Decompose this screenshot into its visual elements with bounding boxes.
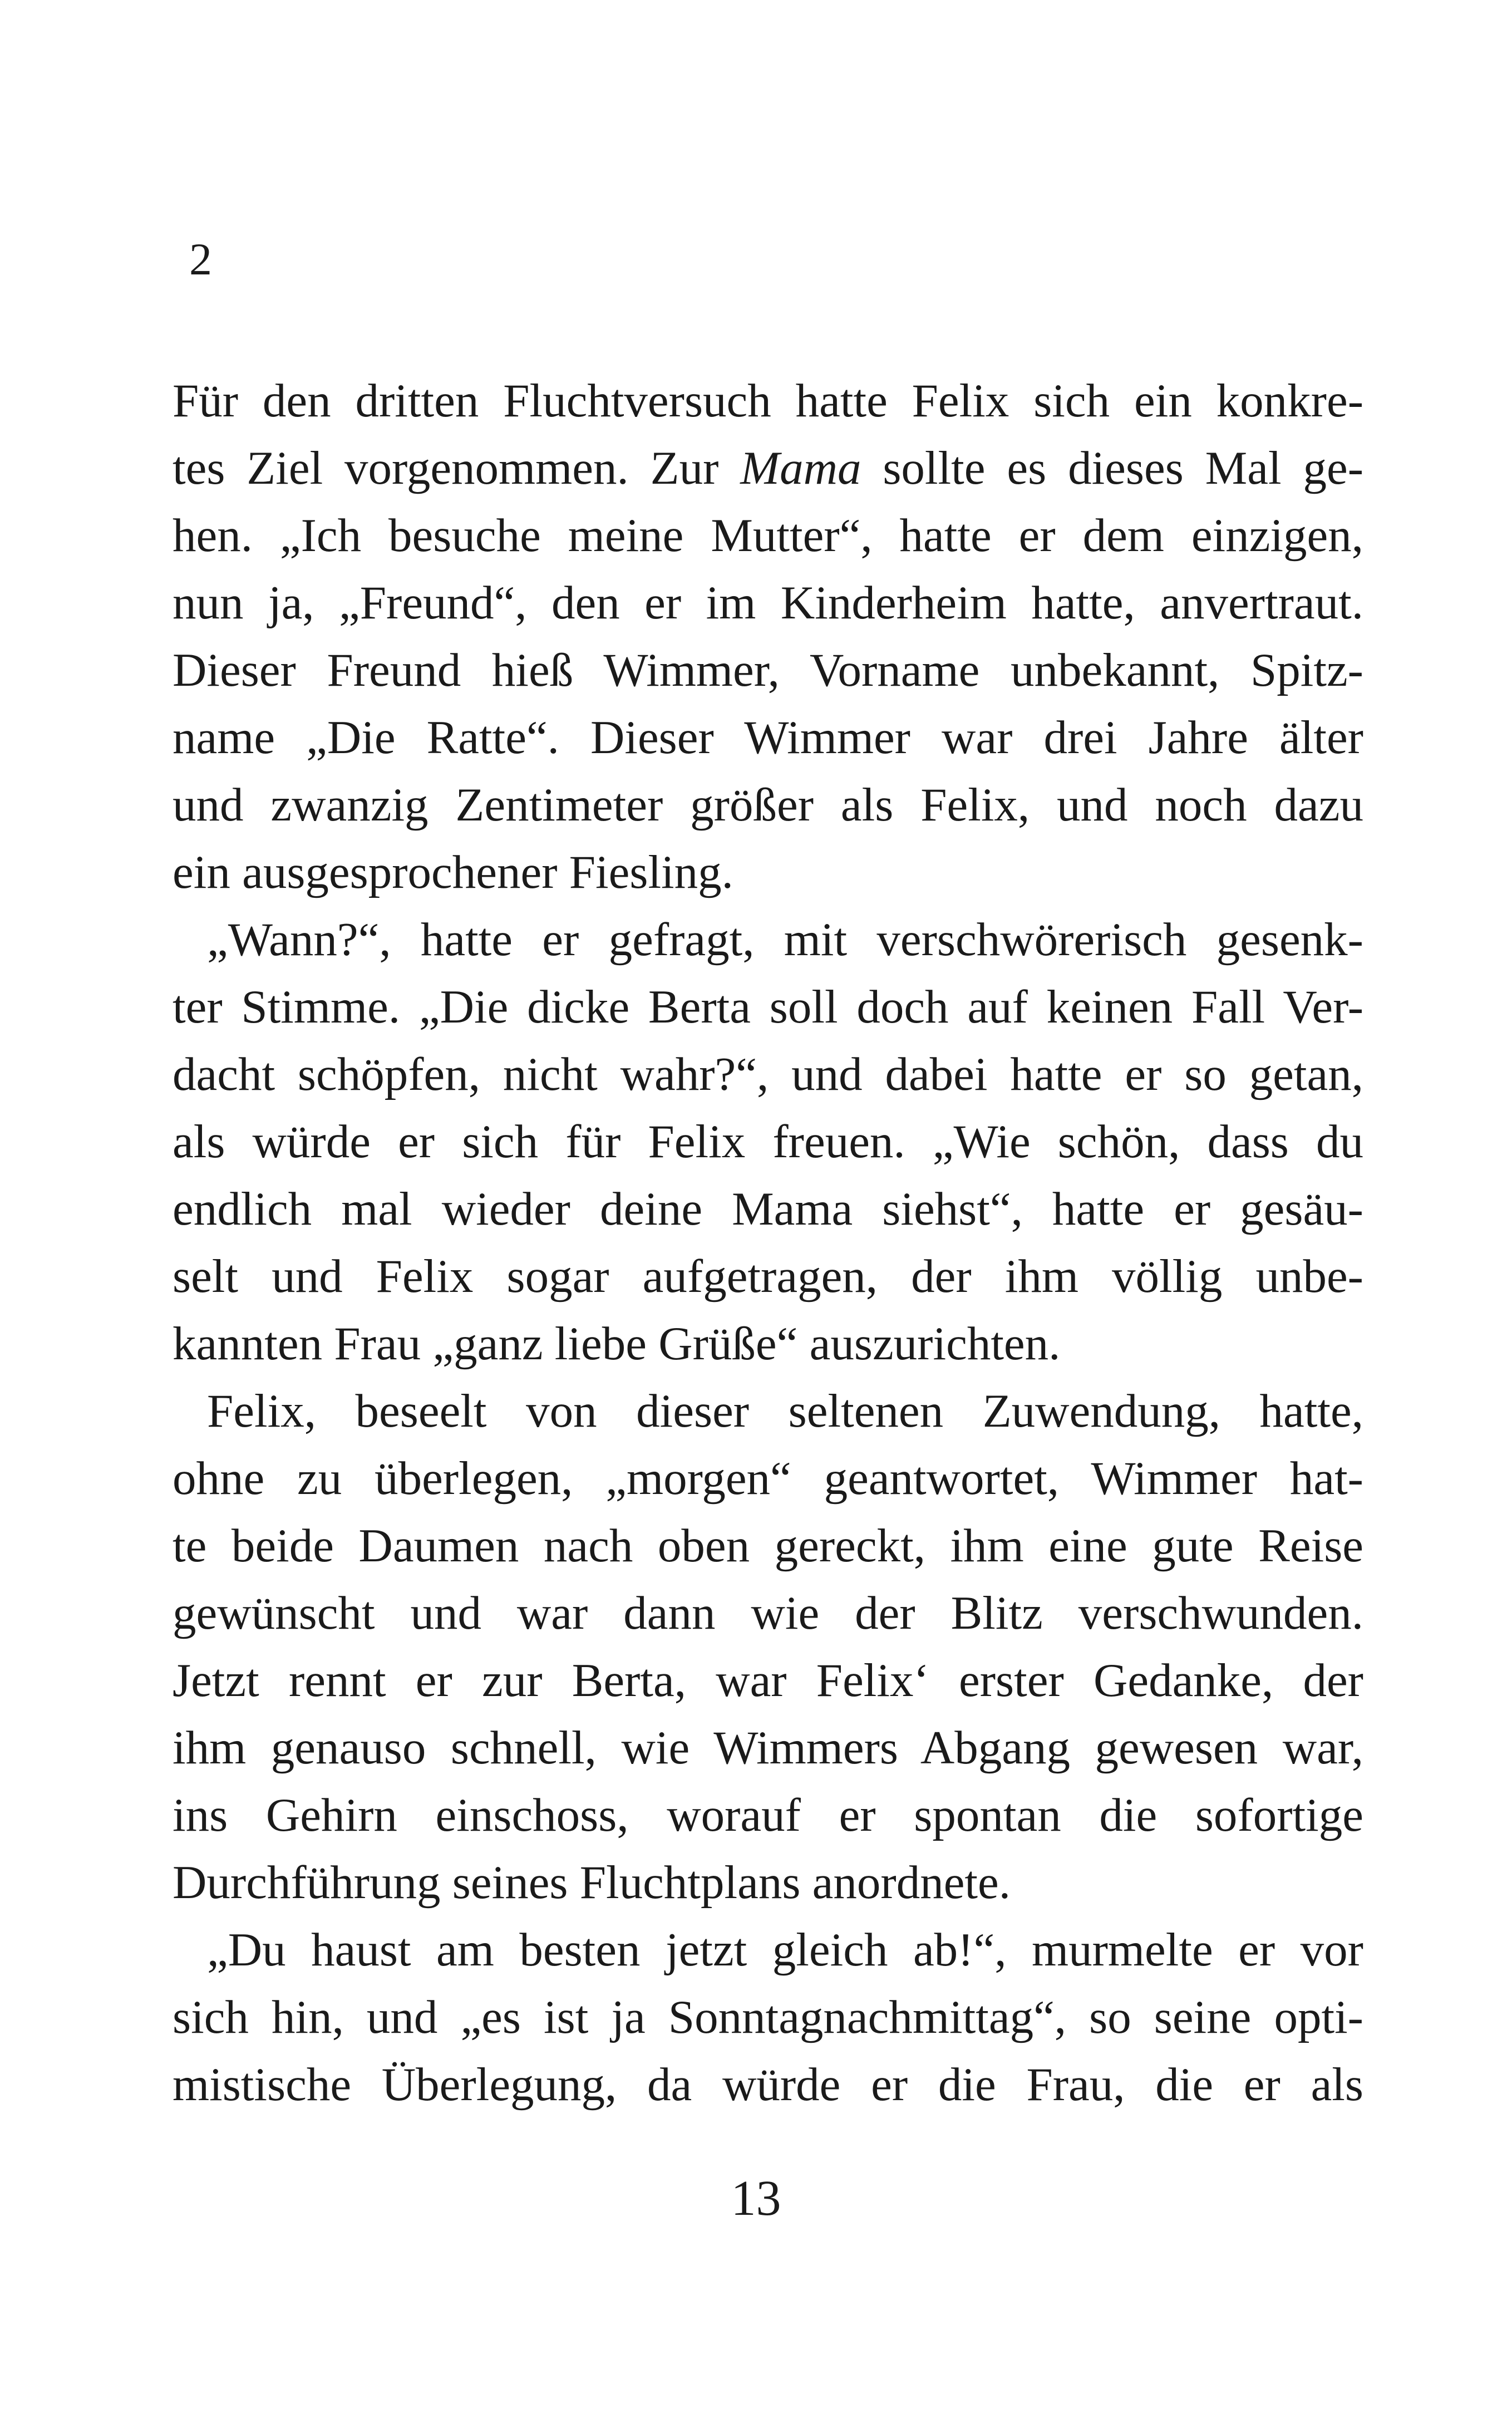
text-line: nun ja, „Freund“, den er im Kinderheim hatte, anvertraut.: [173, 577, 1363, 629]
text-line: ins Gehirn einschoss, worauf er spontan die sofortige: [173, 1789, 1363, 1841]
text-line: name „Die Ratte“. Dieser Wimmer war drei Jahre älter: [173, 711, 1363, 764]
paragraph-4: [173, 1916, 1363, 2119]
text-line: gewünscht und war dann wie der Blitz verschwunden.: [173, 1587, 1363, 1639]
emphasized-word: Mama: [740, 442, 861, 494]
paragraph-1: [173, 367, 1363, 906]
text-line: kannten Frau „ganz liebe Grüße“ auszurichten.: [173, 1318, 1061, 1370]
text-line-with-italic: tes Ziel vorgenommen. Zur Mama sollte es dieses Mal ge-: [173, 442, 1364, 494]
text-line: mistische Überlegung, da würde er die Frau, die er als: [173, 2058, 1363, 2111]
paragraph-3: [173, 1378, 1363, 1916]
text-line: endlich mal wieder deine Mama siehst“, hatte er gesäu-: [173, 1183, 1363, 1235]
text-line: „Du haust am besten jetzt gleich ab!“, murmelte er vor: [207, 1924, 1363, 1976]
text-line: Felix, beseelt von dieser seltenen Zuwendung, hatte,: [207, 1385, 1363, 1437]
text-line: hen. „Ich besuche meine Mutter“, hatte er dem einzigen,: [173, 509, 1363, 562]
text-line: Jetzt rennt er zur Berta, war Felix‘ erster Gedanke, der: [173, 1654, 1363, 1707]
text-line: „Wann?“, hatte er gefragt, mit verschwörerisch gesenk-: [207, 913, 1363, 966]
text-line: selt und Felix sogar aufgetragen, der ihm völlig unbe-: [173, 1250, 1363, 1302]
text-line: sich hin, und „es ist ja Sonntagnachmittag“, so seine opti-: [173, 1991, 1363, 2043]
paragraph-2: [173, 906, 1363, 1378]
text-line: und zwanzig Zentimeter größer als Felix, und noch dazu: [173, 779, 1363, 831]
chapter-number: 2: [189, 234, 212, 284]
page-number: 13: [731, 2171, 781, 2226]
text-line: als würde er sich für Felix freuen. „Wie schön, dass du: [173, 1115, 1363, 1168]
text-line: ihm genauso schnell, wie Wimmers Abgang gewesen war,: [173, 1722, 1363, 1774]
text-line: dacht schöpfen, nicht wahr?“, und dabei hatte er so getan,: [173, 1048, 1363, 1100]
text-line: ter Stimme. „Die dicke Berta soll doch auf keinen Fall Ver-: [173, 981, 1363, 1033]
text-line: te beide Daumen nach oben gereckt, ihm eine gute Reise: [173, 1520, 1363, 1572]
text-line: ein ausgesprochener Fiesling.: [173, 846, 733, 898]
text-line: Dieser Freund hieß Wimmer, Vorname unbekannt, Spitz-: [173, 644, 1363, 696]
body-text: [173, 367, 1363, 2119]
text-line: ohne zu überlegen, „morgen“ geantwortet, Wimmer hat-: [173, 1452, 1363, 1505]
text-line: Durchführung seines Fluchtplans anordnete.: [173, 1856, 1011, 1909]
text-line: Für den dritten Fluchtversuch hatte Felix sich ein konkre-: [173, 375, 1363, 427]
